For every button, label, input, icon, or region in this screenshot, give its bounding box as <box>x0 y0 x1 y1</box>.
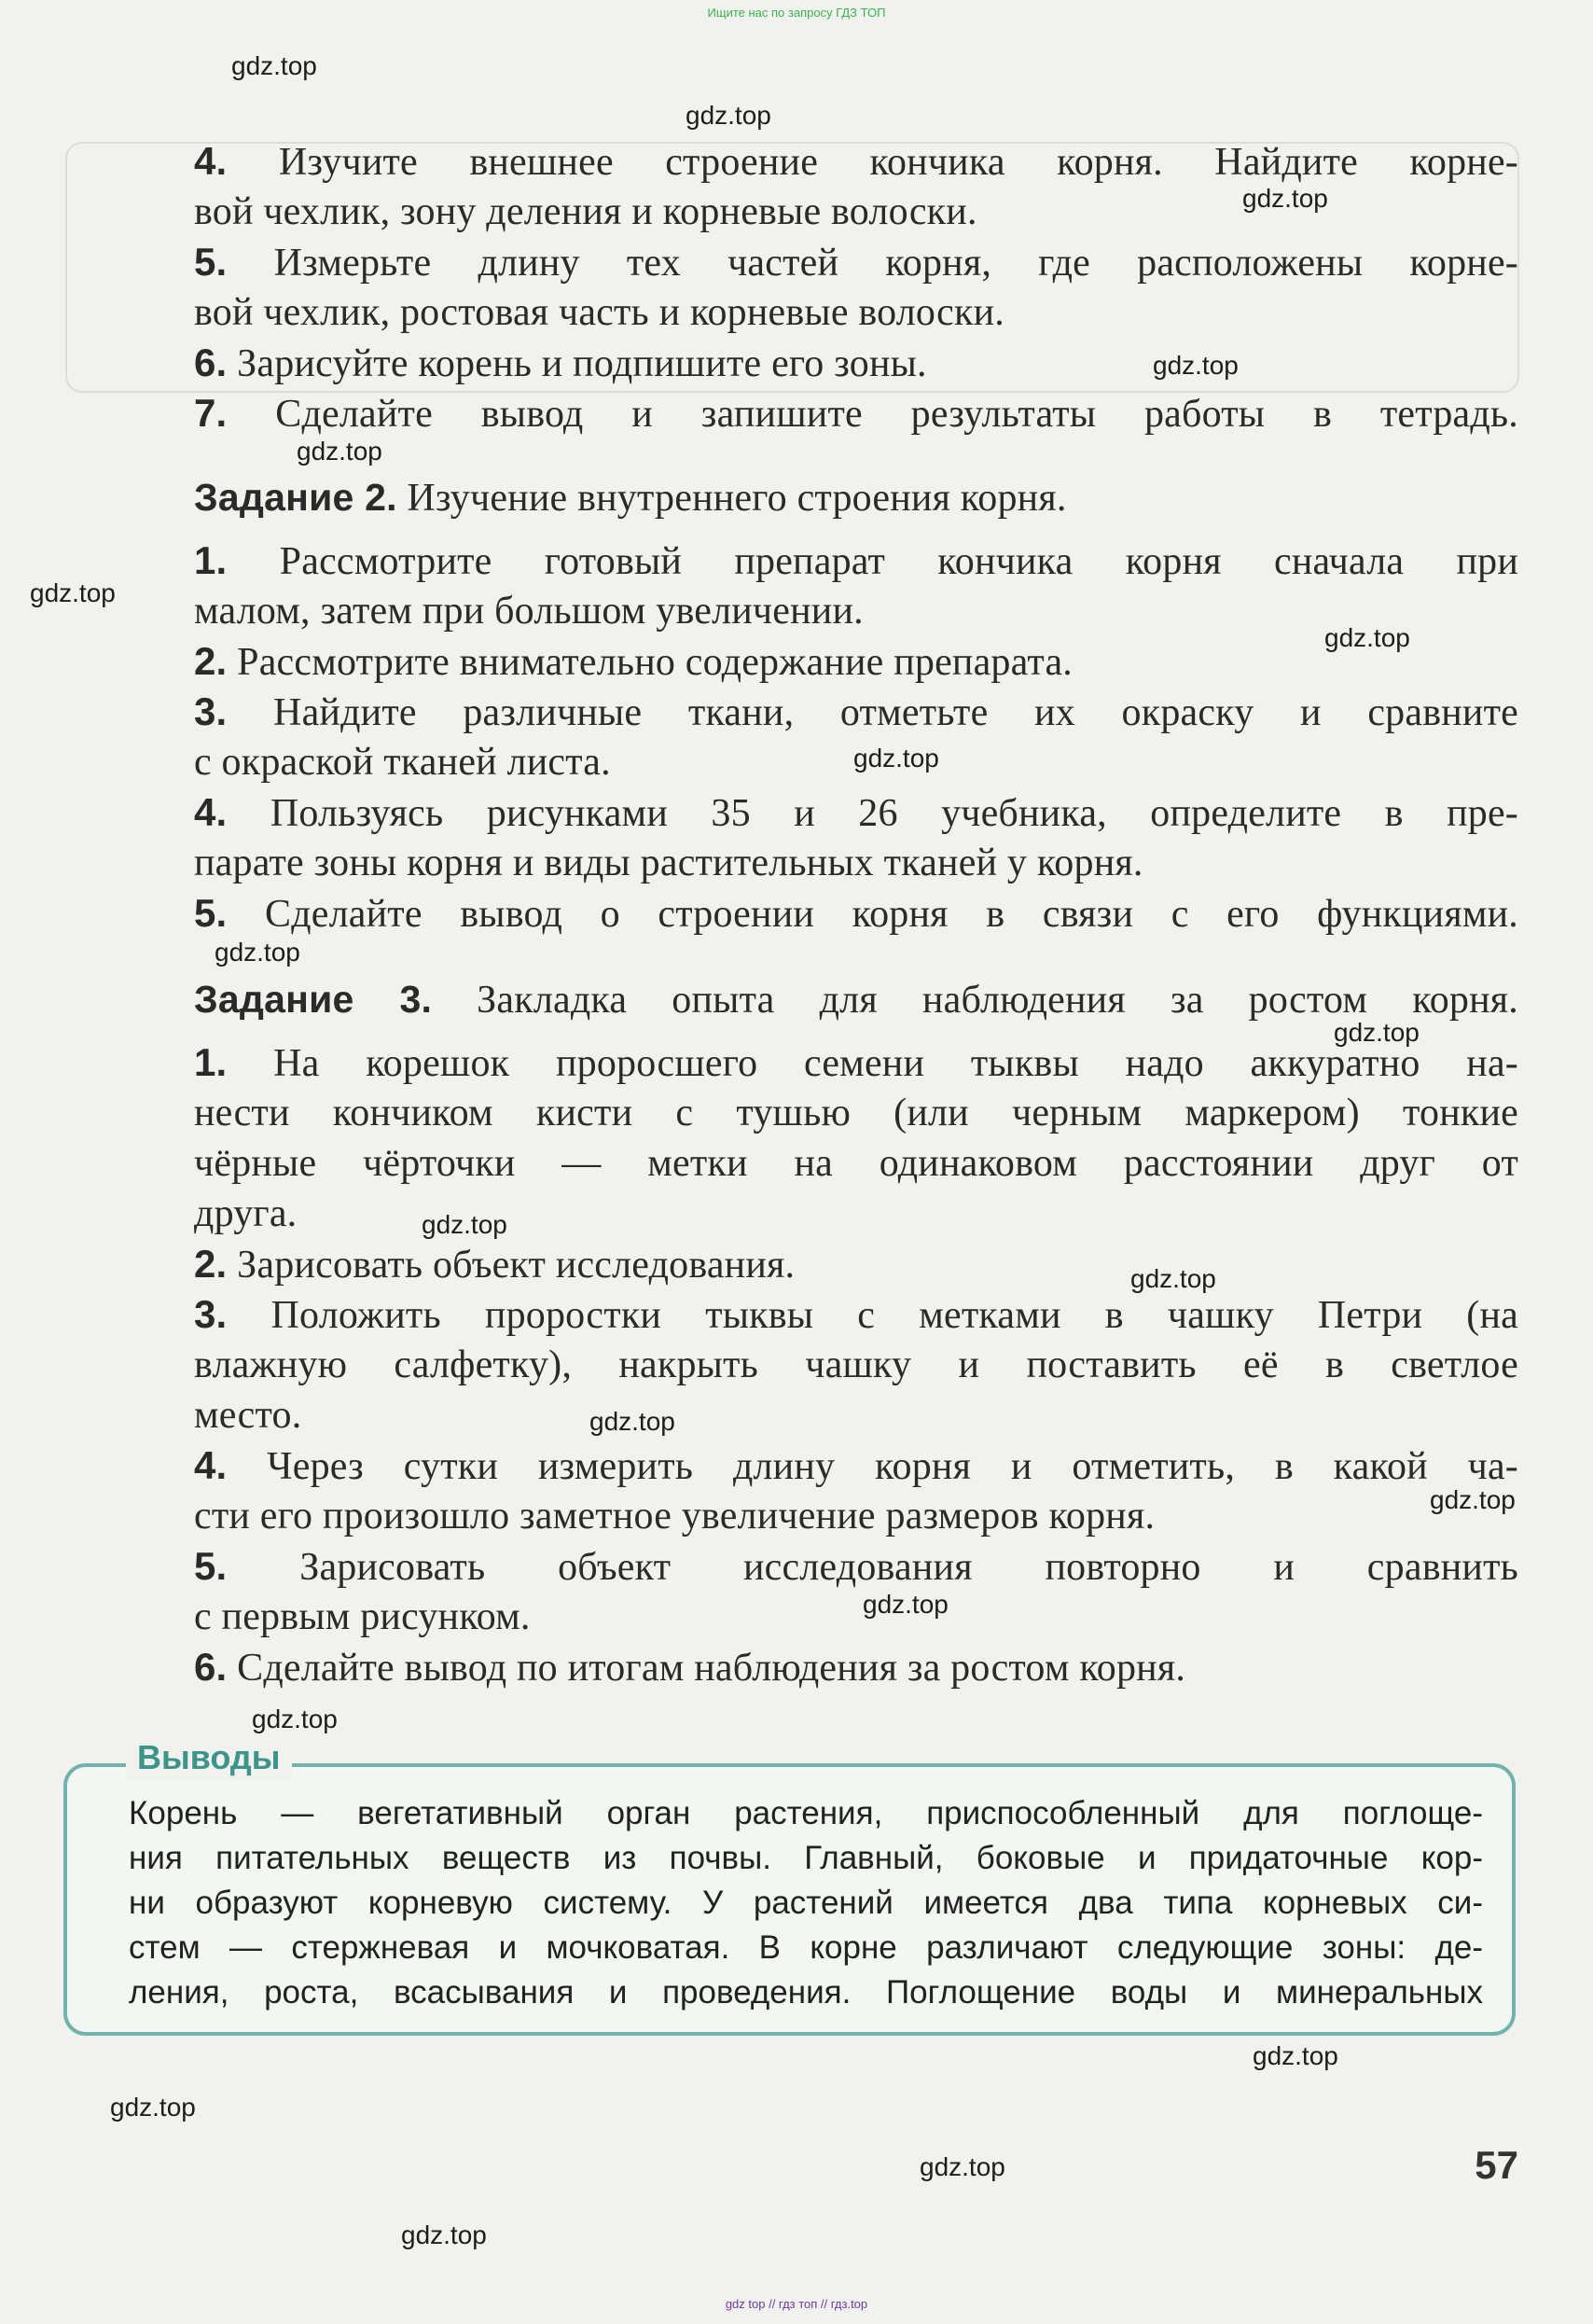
bottom-banner: gdz top // гдз топ // гдз.top <box>725 2297 868 2311</box>
text-line: сти его произошло заметное увеличение размеров корня. <box>194 1495 1156 1538</box>
watermark: gdz.top <box>863 1590 949 1619</box>
text-line: 5. Измерьте длину тех частей корня, где расположены корне- <box>194 240 1518 285</box>
text-line: 4. Изучите внешнее строение кончика корня. Найдите корне- <box>194 139 1518 184</box>
text-line: 6. Сделайте вывод по итогам наблюдения за ростом корня. <box>194 1645 1186 1690</box>
text-line: 4. Пользуясь рисунками 35 и 26 учебника, определите в пре- <box>194 790 1518 835</box>
watermark: gdz.top <box>110 2093 196 2122</box>
watermark: gdz.top <box>297 437 382 466</box>
watermark: gdz.top <box>252 1705 338 1733</box>
text-line: 2. Зарисовать объект исследования. <box>194 1242 796 1287</box>
conclusion-line: ния питательных веществ из почвы. Главный, боковые и придаточные кор- <box>129 1840 1483 1876</box>
watermark: gdz.top <box>401 2220 487 2249</box>
text-line: 2. Рассмотрите внимательно содержание препарата. <box>194 639 1073 684</box>
text-line: вой чехлик, зону деления и корневые волоски. <box>194 190 977 233</box>
text-line: 5. Сделайте вывод о строении корня в связи с его функциями. <box>194 891 1518 936</box>
watermark: gdz.top <box>1253 2041 1338 2070</box>
text-line: 5. Зарисовать объект исследования повторно и сравнить <box>194 1544 1518 1589</box>
text-line: 4. Через сутки измерить длину корня и отметить, в какой ча- <box>194 1443 1518 1488</box>
text-line: чёрные чёрточки — метки на одинаковом расстоянии друг от <box>194 1142 1518 1185</box>
text-line: друга. <box>194 1192 298 1235</box>
watermark: gdz.top <box>1324 623 1410 652</box>
watermark: gdz.top <box>686 101 771 130</box>
watermark: gdz.top <box>920 2152 1005 2181</box>
watermark: gdz.top <box>589 1407 675 1436</box>
text-line: с окраской тканей листа. <box>194 741 611 784</box>
task-3-heading: Задание 3. Закладка опыта для наблюдения за ростом корня. <box>194 978 1518 1022</box>
text-line: 7. Сделайте вывод и запишите результаты работы в тетрадь. <box>194 391 1518 436</box>
conclusion-line: Корень — вегетативный орган растения, приспособленный для поглоще- <box>129 1795 1483 1831</box>
top-banner: Ищите нас по запросу ГДЗ ТОП <box>707 6 886 20</box>
conclusion-line: ления, роста, всасывания и проведения. Поглощение воды и минеральных <box>129 1974 1483 2011</box>
text-line: 3. Найдите различные ткани, отметьте их окраску и сравните <box>194 689 1518 734</box>
watermark: gdz.top <box>215 938 300 967</box>
conclusions-title: Выводы <box>126 1735 292 1780</box>
text-line: с первым рисунком. <box>194 1595 531 1638</box>
watermark: gdz.top <box>853 744 939 772</box>
text-line: 3. Положить проростки тыквы с метками в чашку Петри (на <box>194 1292 1518 1337</box>
text-line: 1. Рассмотрите готовый препарат кончика корня сначала при <box>194 538 1518 583</box>
text-line: малом, затем при большом увеличении. <box>194 590 864 633</box>
text-line: парате зоны корня и виды растительных тканей у корня. <box>194 842 1143 884</box>
watermark: gdz.top <box>422 1210 507 1239</box>
watermark: gdz.top <box>231 51 317 80</box>
text-line: место. <box>194 1394 302 1437</box>
watermark: gdz.top <box>1242 184 1328 213</box>
conclusion-line: ни образуют корневую систему. У растений имеется два типа корневых си- <box>129 1885 1483 1921</box>
task-2-heading: Задание 2. Изучение внутреннего строения корня. <box>194 476 1067 520</box>
page-number: 57 <box>1475 2143 1518 2187</box>
watermark: gdz.top <box>1430 1485 1516 1514</box>
watermark: gdz.top <box>30 578 116 607</box>
watermark: gdz.top <box>1153 351 1239 380</box>
watermark: gdz.top <box>1334 1018 1420 1047</box>
text-line: 6. Зарисуйте корень и подпишите его зоны. <box>194 341 927 385</box>
watermark: gdz.top <box>1130 1264 1216 1293</box>
text-line: вой чехлик, ростовая часть и корневые волоски. <box>194 291 1004 334</box>
text-line: влажную салфетку), накрыть чашку и поставить её в светлое <box>194 1343 1518 1386</box>
text-line: нести кончиком кисти с тушью (или черным маркером) тонкие <box>194 1092 1518 1134</box>
conclusion-line: стем — стержневая и мочковатая. В корне различают следующие зоны: де- <box>129 1929 1483 1966</box>
text-line: 1. На корешок проросшего семени тыквы надо аккуратно на- <box>194 1040 1518 1085</box>
